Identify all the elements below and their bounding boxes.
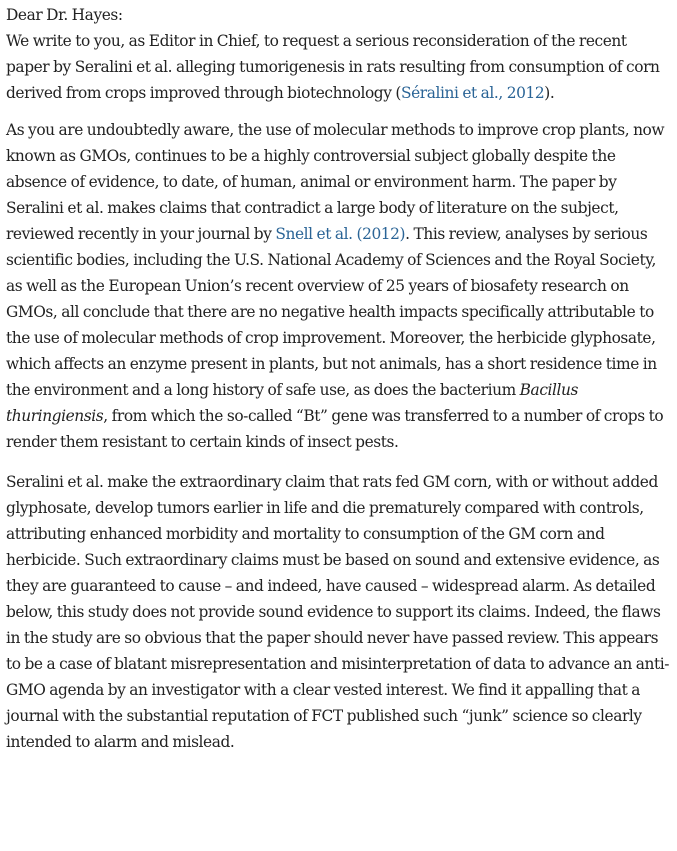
paragraph-2-text-a: As you are undoubtedly aware, the use of molecular methods to improve crop plants, now known as GMOs, continues to be a highly controversial subject globally despite the absence of evidence, to date, of human, animal or environment harm. The paper by Seralini et al. makes claims that contradict a large body of literature on the subject, reviewed recently in your journal by (6, 121, 665, 243)
paragraph-1-text: We write to you, as Editor in Chief, to request a serious reconsideration of the recent paper by Seralini et al. alleging tumorigenesis in rats resulting from consumption of corn derived from crops improved through biotechnology ( (6, 32, 660, 102)
paragraph-2 (6, 117, 671, 455)
citation-link-seralini-2012[interactable]: Séralini et al., 2012 (400, 84, 545, 102)
paragraph-3-text: Seralini et al. make the extraordinary claim that rats fed GM corn, with or without added glyphosate, develop tumors earlier in life and die prematurely compared with controls, attributing enhanced morbidity and mortality to consumption of the GM corn and herbicide. Such extraordinary claims must be based on sound and extensive evidence, as they are guaranteed to cause – and indeed, have caused – widespread alarm. As detailed below, this study does not provide sound evidence to support its claims. Indeed, the flaws in the study are so obvious that the paper should never have passed review. This appears to be a case of blatant misrepresentation and misinterpretation of data to advance an anti-GMO agenda by an investigator with a clear vested interest. We find it appalling that a journal with the substantial reputation of FCT published such “junk” science so clearly intended to alarm and mislead. (6, 473, 670, 751)
opening-paragraph (6, 2, 671, 106)
paragraph-1-tail: ). (544, 84, 555, 102)
salutation: Dear Dr. Hayes: (6, 6, 123, 24)
paragraph-2-text-c: , from which the so-called “Bt” gene was transferred to a number of crops to render them resistant to certain kinds of insect pests. (6, 407, 664, 451)
paragraph-2-text-b: . This review, analyses by serious scientific bodies, including the U.S. National Academy of Sciences and the Royal Society, as well as the European Union’s recent overview of 25 years of biosafety research on GMOs, all conclude that there are no negative health impacts specifically attributable to the use of molecular methods of crop improvement. Moreover, the herbicide glyphosate, which affects an enzyme present in plants, but not animals, has a short residence time in the environment and a long history of safe use, as does the bacterium (6, 225, 657, 399)
paragraph-3 (6, 469, 671, 755)
species-name: Bacillus thuringiensis (6, 381, 578, 425)
citation-link-snell-2012[interactable]: Snell et al. (2012) (275, 225, 406, 243)
